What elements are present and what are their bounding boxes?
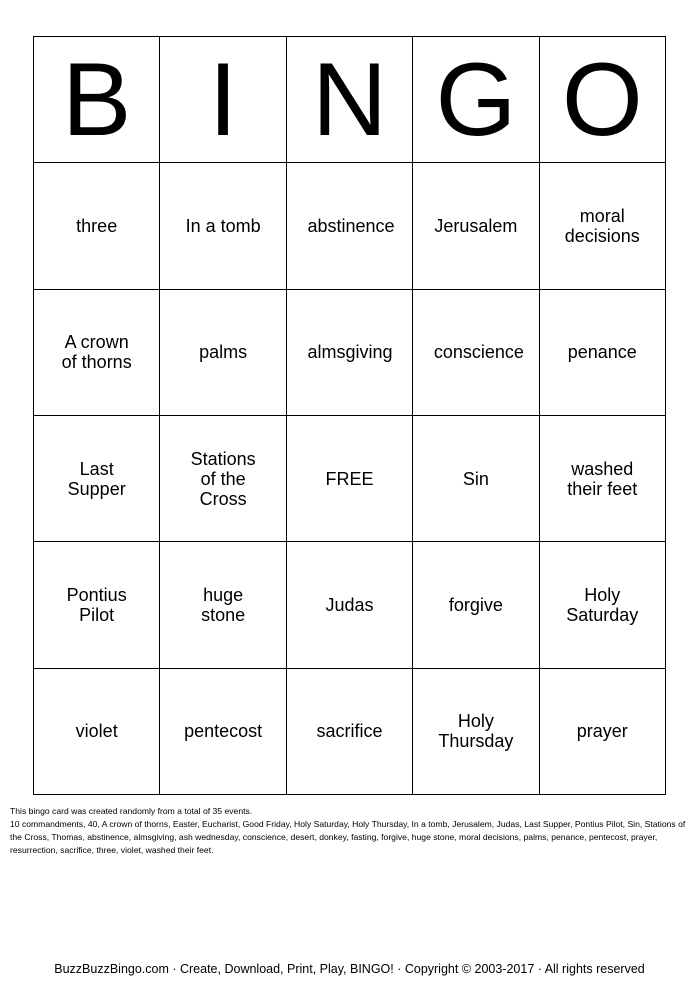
cell-text: forgive: [448, 594, 503, 615]
bingo-cell: [34, 669, 160, 795]
bingo-cell: [160, 290, 286, 416]
cell-text: abstinence: [307, 215, 395, 236]
free-space-label: FREE: [325, 468, 374, 489]
bingo-cell: [413, 669, 539, 795]
cell-text: huge stone: [201, 584, 246, 625]
bingo-cell: [287, 290, 413, 416]
bingo-cell: [287, 542, 413, 668]
cell-text: Pontius Pilot: [66, 584, 127, 625]
cell-text: three: [76, 215, 118, 236]
header-letter-o: O: [540, 37, 666, 163]
cell-text: prayer: [576, 721, 628, 742]
header-letter-i: I: [160, 37, 286, 163]
bingo-cell: [413, 416, 539, 542]
cell-text: washed their feet: [567, 458, 638, 499]
bingo-cell: [34, 290, 160, 416]
cell-text: palms: [199, 342, 248, 363]
cell-text: conscience: [433, 342, 524, 363]
card-info-intro: This bingo card was created randomly from a total of 35 events.: [10, 806, 253, 816]
bingo-cell: [287, 163, 413, 289]
bingo-cell: [540, 542, 666, 668]
bingo-cell: [413, 290, 539, 416]
bingo-cell: [413, 163, 539, 289]
header-letter-g: G: [413, 37, 539, 163]
bingo-cell: [34, 416, 160, 542]
bingo-cell: [540, 290, 666, 416]
cell-text: pentecost: [184, 721, 263, 742]
cell-text: sacrifice: [316, 721, 383, 742]
bingo-cell: [413, 542, 539, 668]
header-letter-b: B: [34, 37, 160, 163]
cell-text: Judas: [325, 594, 374, 615]
bingo-cell: [540, 163, 666, 289]
card-info: [10, 805, 690, 857]
footer-copyright: BuzzBuzzBingo.com · Create, Download, Print, Play, BINGO! · Copyright © 2003-2017 · All rights reserved: [54, 962, 645, 976]
cell-text: almsgiving: [307, 342, 393, 363]
cell-text: penance: [567, 342, 637, 363]
cell-text: A crown of thorns: [61, 332, 132, 373]
bingo-cell: [160, 416, 286, 542]
cell-text: Jerusalem: [434, 215, 518, 236]
bingo-cell: [34, 163, 160, 289]
card-info-events: 10 commandments, 40, A crown of thorns, Easter, Eucharist, Good Friday, Holy Saturday, Holy Thursday, In a tomb, Jerusalem, Judas, Last Supper, Pontius Pilot, Sin, Stations of the Cross, Thomas, abstinence, almsgiving, ash wednesday, conscience, desert, donkey, fasting, forgive, huge stone, moral decisions, palms, penance, pentecost, prayer, resurrection, sacrifice, three, violet, washed their feet.: [10, 819, 686, 855]
bingo-card: [33, 36, 666, 795]
free-space-cell: [287, 416, 413, 542]
bingo-cell: [34, 542, 160, 668]
cell-text: Holy Thursday: [438, 711, 514, 752]
cell-text: Holy Saturday: [566, 584, 639, 625]
header-letter-n: N: [287, 37, 413, 163]
cell-text: violet: [75, 721, 118, 742]
bingo-cell: [540, 669, 666, 795]
cell-text: Stations of the Cross: [190, 448, 256, 509]
bingo-cell: [287, 669, 413, 795]
bingo-cell: [160, 669, 286, 795]
cell-text: moral decisions: [564, 205, 640, 246]
bingo-cell: [160, 163, 286, 289]
cell-text: Sin: [462, 468, 489, 489]
bingo-cell: [540, 416, 666, 542]
bingo-cell: [160, 542, 286, 668]
cell-text: In a tomb: [185, 215, 261, 236]
cell-text: Last Supper: [67, 458, 126, 499]
